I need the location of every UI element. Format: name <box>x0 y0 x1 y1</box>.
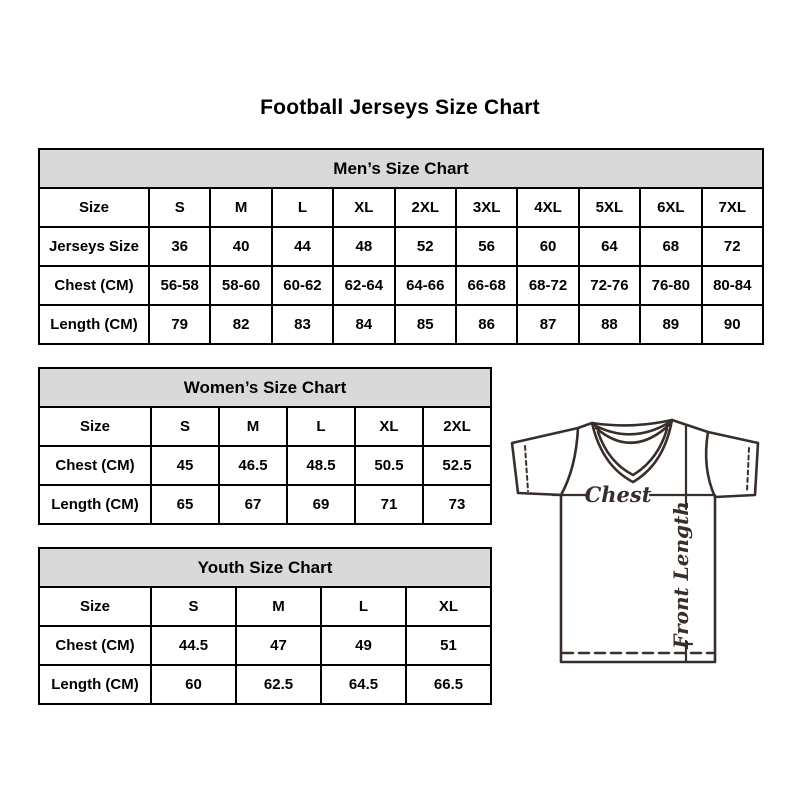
size-value-cell: 64.5 <box>321 665 406 704</box>
size-value-cell: 87 <box>517 305 578 344</box>
size-value-cell: 6XL <box>640 188 701 227</box>
youth-size-chart-table <box>38 547 492 705</box>
size-value-cell: 82 <box>210 305 271 344</box>
size-value-cell: 36 <box>149 227 210 266</box>
size-value-cell: 85 <box>395 305 456 344</box>
size-value-cell: 3XL <box>456 188 517 227</box>
size-value-cell: 5XL <box>579 188 640 227</box>
jersey-left-sleeve <box>512 423 592 495</box>
row-label: Chest (CM) <box>39 266 149 305</box>
table-row <box>39 266 763 305</box>
size-value-cell: 50.5 <box>355 446 423 485</box>
size-value-cell: 4XL <box>517 188 578 227</box>
table-row <box>39 227 763 266</box>
size-value-cell: 2XL <box>395 188 456 227</box>
jersey-left-armhole-seam <box>561 428 578 495</box>
size-value-cell: 68-72 <box>517 266 578 305</box>
size-value-cell: 48.5 <box>287 446 355 485</box>
size-value-cell: 40 <box>210 227 271 266</box>
size-value-cell: 72-76 <box>579 266 640 305</box>
chest-label: Chest <box>584 482 652 507</box>
size-value-cell: 84 <box>333 305 394 344</box>
table-row <box>39 587 491 626</box>
size-value-cell: 48 <box>333 227 394 266</box>
size-value-cell: 68 <box>640 227 701 266</box>
size-value-cell: 49 <box>321 626 406 665</box>
row-label: Length (CM) <box>39 305 149 344</box>
size-value-cell: 64-66 <box>395 266 456 305</box>
size-value-cell: XL <box>355 407 423 446</box>
jersey-collar <box>592 420 672 482</box>
size-value-cell: 62-64 <box>333 266 394 305</box>
size-value-cell: 2XL <box>423 407 491 446</box>
size-value-cell: 67 <box>219 485 287 524</box>
size-value-cell: 52.5 <box>423 446 491 485</box>
size-value-cell: 44.5 <box>151 626 236 665</box>
size-value-cell: 7XL <box>702 188 763 227</box>
size-value-cell: 76-80 <box>640 266 701 305</box>
size-value-cell: 83 <box>272 305 333 344</box>
table-row <box>39 407 491 446</box>
size-value-cell: 60 <box>151 665 236 704</box>
row-label: Chest (CM) <box>39 446 151 485</box>
size-value-cell: S <box>149 188 210 227</box>
size-value-cell: M <box>236 587 321 626</box>
size-value-cell: 58-60 <box>210 266 271 305</box>
size-value-cell: XL <box>406 587 491 626</box>
size-value-cell: 46.5 <box>219 446 287 485</box>
row-label: Jerseys Size <box>39 227 149 266</box>
size-value-cell: 89 <box>640 305 701 344</box>
size-value-cell: 90 <box>702 305 763 344</box>
size-value-cell: L <box>287 407 355 446</box>
table-row <box>39 188 763 227</box>
table-title: Women’s Size Chart <box>39 368 491 407</box>
size-value-cell: 51 <box>406 626 491 665</box>
size-value-cell: L <box>321 587 406 626</box>
size-value-cell: 62.5 <box>236 665 321 704</box>
size-value-cell: 80-84 <box>702 266 763 305</box>
table-title: Youth Size Chart <box>39 548 491 587</box>
row-label: Chest (CM) <box>39 626 151 665</box>
size-value-cell: S <box>151 407 219 446</box>
front-length-label: Front Length <box>669 501 693 649</box>
size-value-cell: 79 <box>149 305 210 344</box>
size-value-cell: 66.5 <box>406 665 491 704</box>
jersey-diagram-icon <box>498 398 773 683</box>
page-title: Football Jerseys Size Chart <box>260 96 540 119</box>
size-value-cell: 45 <box>151 446 219 485</box>
table-row <box>39 665 491 704</box>
left-cuff-dashed-line <box>525 446 528 491</box>
size-value-cell: M <box>210 188 271 227</box>
size-value-cell: XL <box>333 188 394 227</box>
size-value-cell: M <box>219 407 287 446</box>
womens-size-chart-table <box>38 367 492 525</box>
table-row <box>39 626 491 665</box>
right-cuff-dashed-line <box>747 448 749 492</box>
size-value-cell: L <box>272 188 333 227</box>
row-label: Length (CM) <box>39 665 151 704</box>
size-value-cell: 88 <box>579 305 640 344</box>
size-value-cell: 66-68 <box>456 266 517 305</box>
row-label: Size <box>39 587 151 626</box>
size-value-cell: 60-62 <box>272 266 333 305</box>
size-value-cell: 56 <box>456 227 517 266</box>
row-label: Size <box>39 407 151 446</box>
row-label: Length (CM) <box>39 485 151 524</box>
table-row <box>39 446 491 485</box>
size-value-cell: S <box>151 587 236 626</box>
size-value-cell: 60 <box>517 227 578 266</box>
size-value-cell: 73 <box>423 485 491 524</box>
size-value-cell: 47 <box>236 626 321 665</box>
size-value-cell: 65 <box>151 485 219 524</box>
size-value-cell: 56-58 <box>149 266 210 305</box>
row-label: Size <box>39 188 149 227</box>
jersey-right-armhole-seam <box>706 432 715 497</box>
table-row <box>39 485 491 524</box>
size-value-cell: 72 <box>702 227 763 266</box>
mens-size-chart-table <box>38 148 764 345</box>
size-value-cell: 86 <box>456 305 517 344</box>
size-value-cell: 64 <box>579 227 640 266</box>
table-title: Men’s Size Chart <box>39 149 763 188</box>
jersey-measurement-diagram <box>498 398 773 683</box>
size-value-cell: 44 <box>272 227 333 266</box>
size-value-cell: 52 <box>395 227 456 266</box>
size-value-cell: 71 <box>355 485 423 524</box>
table-row <box>39 305 763 344</box>
size-value-cell: 69 <box>287 485 355 524</box>
